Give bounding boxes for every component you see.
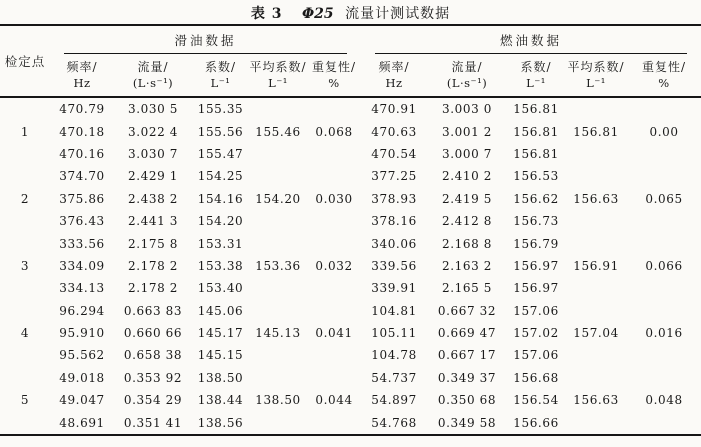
fuel-rep-cell: 0.00 [649,124,679,139]
flowmeter-model: Φ25 [301,6,334,22]
fuel-value-cell: 470.54 [371,146,417,161]
oil-avg-cell: 153.36 [255,258,301,273]
oil-value-cell: 375.86 [59,191,105,206]
point-cell: 4 [20,326,30,341]
col-header-name: 频率/ [378,59,410,74]
oil-value-cell: 2.175 8 [127,236,178,251]
oil-avg-cell: 138.50 [255,393,301,408]
oil-value-cell: 153.31 [197,236,244,251]
col-header-fuel-4 [627,54,701,97]
col-header-unit: % [658,76,670,91]
fuel-value-cell: 470.91 [371,102,417,117]
fuel-value-cell: 3.001 2 [442,124,493,139]
oil-value-cell: 145.15 [197,348,244,363]
point-cell: 2 [20,191,30,206]
oil-value-cell: 0.351 41 [123,415,183,430]
table-row [0,367,701,389]
oil-value-cell: 154.20 [197,214,244,229]
oil-value-cell: 154.16 [197,191,244,206]
group-header-row [0,25,701,54]
col-header-unit: % [328,76,340,91]
fuel-value-cell: 0.349 58 [437,415,497,430]
oil-value-cell: 0.660 66 [123,326,183,341]
fuel-value-cell: 156.81 [513,124,559,139]
oil-value-cell: 374.70 [59,169,105,184]
col-header-name: 流量/ [451,59,483,74]
fuel-value-cell: 156.97 [513,258,559,273]
oil-value-cell: 138.44 [197,393,244,408]
col-header-name: 系数/ [520,59,552,74]
fuel-avg-cell: 156.81 [573,124,619,139]
col-header-unit: (L·s⁻¹) [132,76,174,91]
oil-value-cell: 0.354 29 [123,393,183,408]
col-header-oil-3 [249,54,307,97]
fuel-rep-cell: 0.048 [645,393,683,408]
fuel-value-cell: 3.000 7 [442,146,493,161]
table-row [0,97,701,120]
oil-value-cell: 3.022 4 [127,124,178,139]
col-header-fuel-2 [507,54,565,97]
oil-rep-cell: 0.030 [315,191,353,206]
oil-value-cell: 0.658 38 [123,348,183,363]
oil-value-cell: 138.50 [197,370,244,385]
fuel-rep-cell: 0.066 [645,258,683,273]
fuel-value-cell: 105.11 [371,326,417,341]
table-title-text: 流量计测试数据 [345,6,451,22]
fuel-rep-cell: 0.065 [645,191,683,206]
fuel-value-cell: 2.165 5 [442,281,493,296]
fuel-value-cell: 156.68 [513,370,559,385]
oil-value-cell: 155.35 [197,102,244,117]
fuel-value-cell: 378.16 [371,214,417,229]
point-cell: 1 [20,124,30,139]
col-header-name: 流量/ [137,59,169,74]
col-header-unit: (L·s⁻¹) [446,76,488,91]
fuel-rep-cell: 0.016 [645,326,683,341]
fuel-value-cell: 2.163 2 [442,258,493,273]
point-cell: 5 [20,393,30,408]
fuel-value-cell: 2.168 8 [442,236,493,251]
fuel-value-cell: 156.66 [513,415,559,430]
fuel-value-cell: 54.737 [371,370,417,385]
table-body [0,97,701,435]
oil-value-cell: 145.06 [197,303,244,318]
oil-rep-cell: 0.032 [315,258,353,273]
fuel-value-cell: 156.97 [513,281,559,296]
fuel-value-cell: 0.350 68 [437,393,497,408]
col-header-fuel-1 [427,54,507,97]
col-header-name: 重复性/ [642,59,687,74]
oil-value-cell: 3.030 5 [127,102,178,117]
fuel-value-cell: 156.62 [513,191,559,206]
oil-value-cell: 95.910 [59,326,105,341]
col-header-oil-2 [192,54,249,97]
oil-value-cell: 2.429 1 [127,169,178,184]
oil-rep-cell: 0.044 [315,393,353,408]
fuel-value-cell: 339.91 [371,281,417,296]
flowmeter-test-data-table [0,24,701,436]
col-header-name: 频率/ [66,59,98,74]
fuel-value-cell: 156.79 [513,236,559,251]
fuel-value-cell: 378.93 [371,191,417,206]
oil-value-cell: 153.40 [197,281,244,296]
fuel-value-cell: 54.768 [371,415,417,430]
oil-avg-cell: 145.13 [255,326,301,341]
fuel-value-cell: 54.897 [371,393,417,408]
col-header-name: 系数/ [204,59,237,74]
group-header-oil [50,25,361,54]
oil-value-cell: 49.047 [59,393,105,408]
col-header-oil-1 [114,54,192,97]
oil-value-cell: 95.562 [59,348,105,363]
group-header-oil-label: 滑油数据 [64,26,347,54]
group-header-fuel-label: 燃油数据 [375,26,687,54]
fuel-value-cell: 156.53 [513,169,559,184]
oil-value-cell: 3.030 7 [127,146,178,161]
col-header-name: 平均系数/ [249,59,307,74]
col-header-unit: L⁻¹ [210,76,231,91]
col-header-oil-4 [307,54,361,97]
group-header-fuel [361,25,701,54]
point-cell: 3 [20,258,30,273]
fuel-value-cell: 157.06 [513,303,559,318]
col-header-name: 平均系数/ [567,59,625,74]
col-header-unit: Hz [385,76,403,91]
col-header-oil-0 [50,54,114,97]
fuel-value-cell: 157.06 [513,348,559,363]
oil-value-cell: 2.178 2 [127,258,178,273]
oil-value-cell: 0.353 92 [123,370,183,385]
fuel-value-cell: 156.81 [513,146,559,161]
table-title [0,0,701,22]
col-header-unit: Hz [73,76,91,91]
fuel-value-cell: 104.78 [371,348,417,363]
oil-value-cell: 96.294 [59,303,105,318]
fuel-value-cell: 157.02 [513,326,559,341]
oil-avg-cell: 155.46 [255,124,301,139]
oil-value-cell: 2.441 3 [127,214,178,229]
fuel-value-cell: 377.25 [371,169,417,184]
oil-value-cell: 334.13 [59,281,105,296]
fuel-avg-cell: 156.91 [573,258,619,273]
table-row [0,300,701,322]
oil-value-cell: 470.79 [59,102,105,117]
fuel-value-cell: 470.63 [371,124,417,139]
fuel-avg-cell: 157.04 [573,326,619,341]
oil-value-cell: 334.09 [59,258,105,273]
oil-value-cell: 154.25 [197,169,244,184]
oil-value-cell: 48.691 [59,415,105,430]
fuel-value-cell: 0.669 47 [437,326,497,341]
table-row [0,232,701,254]
fuel-value-cell: 2.410 2 [442,169,493,184]
oil-value-cell: 376.43 [59,214,105,229]
table-number: 表 3 [250,6,283,22]
oil-value-cell: 49.018 [59,370,105,385]
col-header-name: 重复性/ [311,59,357,74]
oil-value-cell: 2.178 2 [127,281,178,296]
fuel-value-cell: 2.419 5 [442,191,493,206]
oil-value-cell: 470.16 [59,146,105,161]
fuel-value-cell: 339.56 [371,258,417,273]
oil-value-cell: 0.663 83 [123,303,183,318]
oil-value-cell: 155.47 [197,146,244,161]
row-label-header: 检定点 [0,25,50,97]
fuel-value-cell: 0.349 37 [437,370,497,385]
table-row [0,165,701,187]
fuel-avg-cell: 156.63 [573,393,619,408]
fuel-value-cell: 3.003 0 [442,102,493,117]
fuel-value-cell: 156.54 [513,393,559,408]
fuel-value-cell: 104.81 [371,303,417,318]
oil-value-cell: 155.56 [197,124,244,139]
fuel-value-cell: 2.412 8 [442,214,493,229]
fuel-avg-cell: 156.63 [573,191,619,206]
col-header-unit: L⁻¹ [586,76,606,91]
column-header-row [0,54,701,97]
col-header-unit: L⁻¹ [268,76,288,91]
fuel-value-cell: 0.667 32 [437,303,497,318]
col-header-unit: L⁻¹ [526,76,546,91]
oil-rep-cell: 0.068 [315,124,353,139]
oil-value-cell: 2.438 2 [127,191,178,206]
oil-avg-cell: 154.20 [255,191,301,206]
fuel-value-cell: 0.667 17 [437,348,497,363]
fuel-value-cell: 340.06 [371,236,417,251]
oil-value-cell: 470.18 [59,124,105,139]
fuel-value-cell: 156.73 [513,214,559,229]
oil-value-cell: 145.17 [197,326,244,341]
oil-rep-cell: 0.041 [315,326,353,341]
oil-value-cell: 153.38 [197,258,244,273]
col-header-fuel-0 [361,54,427,97]
oil-value-cell: 333.56 [59,236,105,251]
col-header-fuel-3 [565,54,627,97]
fuel-value-cell: 156.81 [513,102,559,117]
oil-value-cell: 138.56 [197,415,244,430]
